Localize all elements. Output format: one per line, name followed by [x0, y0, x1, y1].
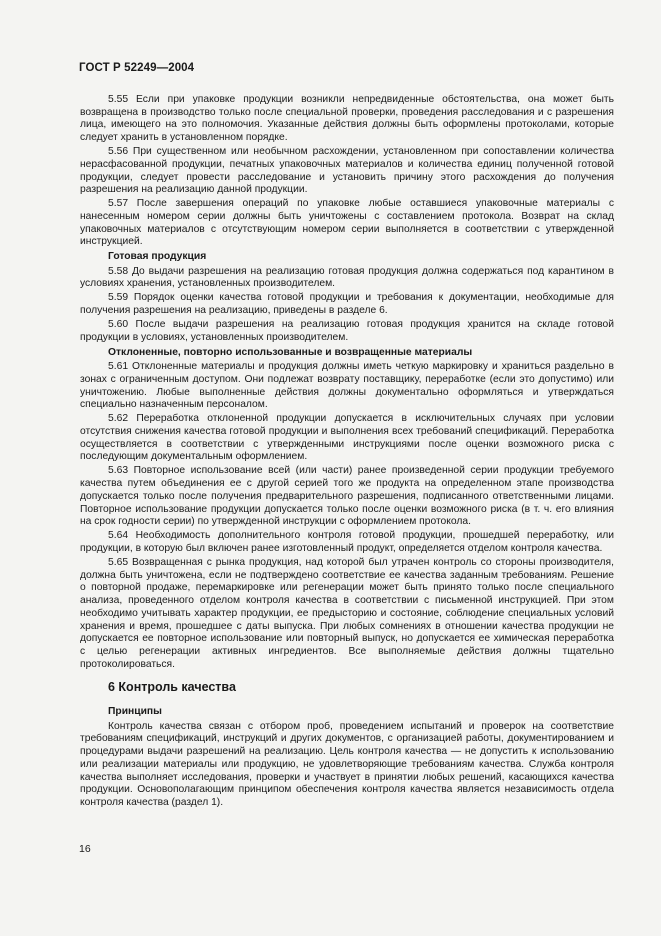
page-number: 16 — [79, 843, 91, 855]
paragraph-5-63: 5.63 Повторное использование всей (или части) ранее произведенной серии продукции требуемого качества путем объединения ее с другой серией того же продукта на определенном этапе производства допускается только после получения предварительного разрешения, подписанного ответственными лицами. Повторное использование продукции допускается только после оценки возможного риска (в т. ч. его влияния на срок годности серии) по утвержденной инструкции с оформлением протокола. — [80, 465, 614, 528]
section-6-heading: 6 Контроль качества — [108, 680, 236, 695]
paragraph-5-57: 5.57 После завершения операций по упаковке любые оставшиеся упаковочные материалы с нанесенным номером серии должны быть уничтожены с составлением протокола. Возврат на склад упаковочных материалов с отсутствующим номером серии выполняется в соответствии с утвержденной инструкцией. — [80, 198, 614, 248]
paragraph-5-58: 5.58 До выдачи разрешения на реализацию готовая продукция должна содержаться под карантином в условиях хранения, установленных производителем. — [80, 265, 614, 290]
document-header: ГОСТ Р 52249—2004 — [79, 62, 195, 74]
paragraph-5-65: 5.65 Возвращенная с рынка продукция, над которой был утрачен контроль со стороны производителя, должна быть уничтожена, если не подтверждено соответствие ее качества заданным требованиям. Решение о повторной продаже, перемаркировке или регенерации может быть принято только после специального анализа, проведенного отделом контроля качества в соответствии с письменной инструкцией. При этом необходимо учитывать характер продукции, ее предысторию и состояние, соблюдение специальных условий хранения и время, прошедшее с даты выпуска. При любых сомнениях в отношении качества продукции не допускается ее повторное использование или повторный выпуск, но допускается ее химическая переработка с целью регенерации активных ингредиентов. Все выполняемые действия должны тщательно протоколироваться. — [80, 556, 614, 670]
paragraph-5-59: 5.59 Порядок оценки качества готовой продукции и требования к документации, необходимые для получения разрешения на реализацию, приведены в разделе 6. — [80, 292, 614, 317]
paragraph-principles: Контроль качества связан с отбором проб, проведением испытаний и проверок на соответствие требованиям спецификаций, инструкций и других документов, с организацией работы, документированием и процедурами выдачи разрешений на реализацию. Цель контроля качества — не допустить к использованию или реализации материалы или продукцию, не удовлетворяющие требованиям качества. Служба контроля качества выполняет исследования, проверки и участвует в принятии любых решений, касающихся качества продукции. Основополагающим принципом обеспечения контроля качества является независимость отдела контроля качества (раздел 1). — [80, 720, 614, 808]
subheading-principles: Принципы — [108, 706, 162, 718]
paragraph-5-56: 5.56 При существенном или необычном расхождении, установленном при сопоставлении количества нерасфасованной продукции, печатных упаковочных материалов и количества единиц полученной готовой продукции, следует провести расследование и установить причину этого расхождения до получения разрешения на реализацию данной продукции. — [80, 146, 614, 196]
subheading-rejected-materials: Отклоненные, повторно использованные и возвращенные материалы — [108, 346, 473, 358]
paragraph-5-62: 5.62 Переработка отклоненной продукции допускается в исключительных случаях при условии отсутствия снижения качества готовой продукции и выполнения всех требований спецификаций. Переработка осуществляется в соответствии с утвержденными инструкциями после оценки возможного риска с последующим документальным оформлением. — [80, 413, 614, 463]
paragraph-5-61: 5.61 Отклоненные материалы и продукция должны иметь четкую маркировку и храниться раздельно в зонах с ограниченным доступом. Они подлежат возврату поставщику, переработке (если это допустимо) или уничтожению. Любые выполненные действия должны документально оформляться и утверждаться специально назначенным персоналом. — [80, 361, 614, 411]
subheading-finished-products: Готовая продукция — [108, 251, 207, 263]
paragraph-5-64: 5.64 Необходимость дополнительного контроля готовой продукции, прошедшей переработку, или продукции, в которую был включен ранее изготовленный продукт, определяется отделом контроля качества. — [80, 530, 614, 554]
paragraph-5-55: 5.55 Если при упаковке продукции возникли непредвиденные обстоятельства, она может быть возвращена в производство только после специальной проверки, проведения расследования и с разрешения лица, имеющего на это полномочия. Указанные действия должны быть оформлены протоколами, которые следует хранить в установленном порядке. — [80, 94, 614, 144]
paragraph-5-60: 5.60 После выдачи разрешения на реализацию готовая продукция хранится на складе готовой продукции в условиях, установленных производителем. — [80, 319, 614, 343]
document-body — [80, 94, 614, 811]
